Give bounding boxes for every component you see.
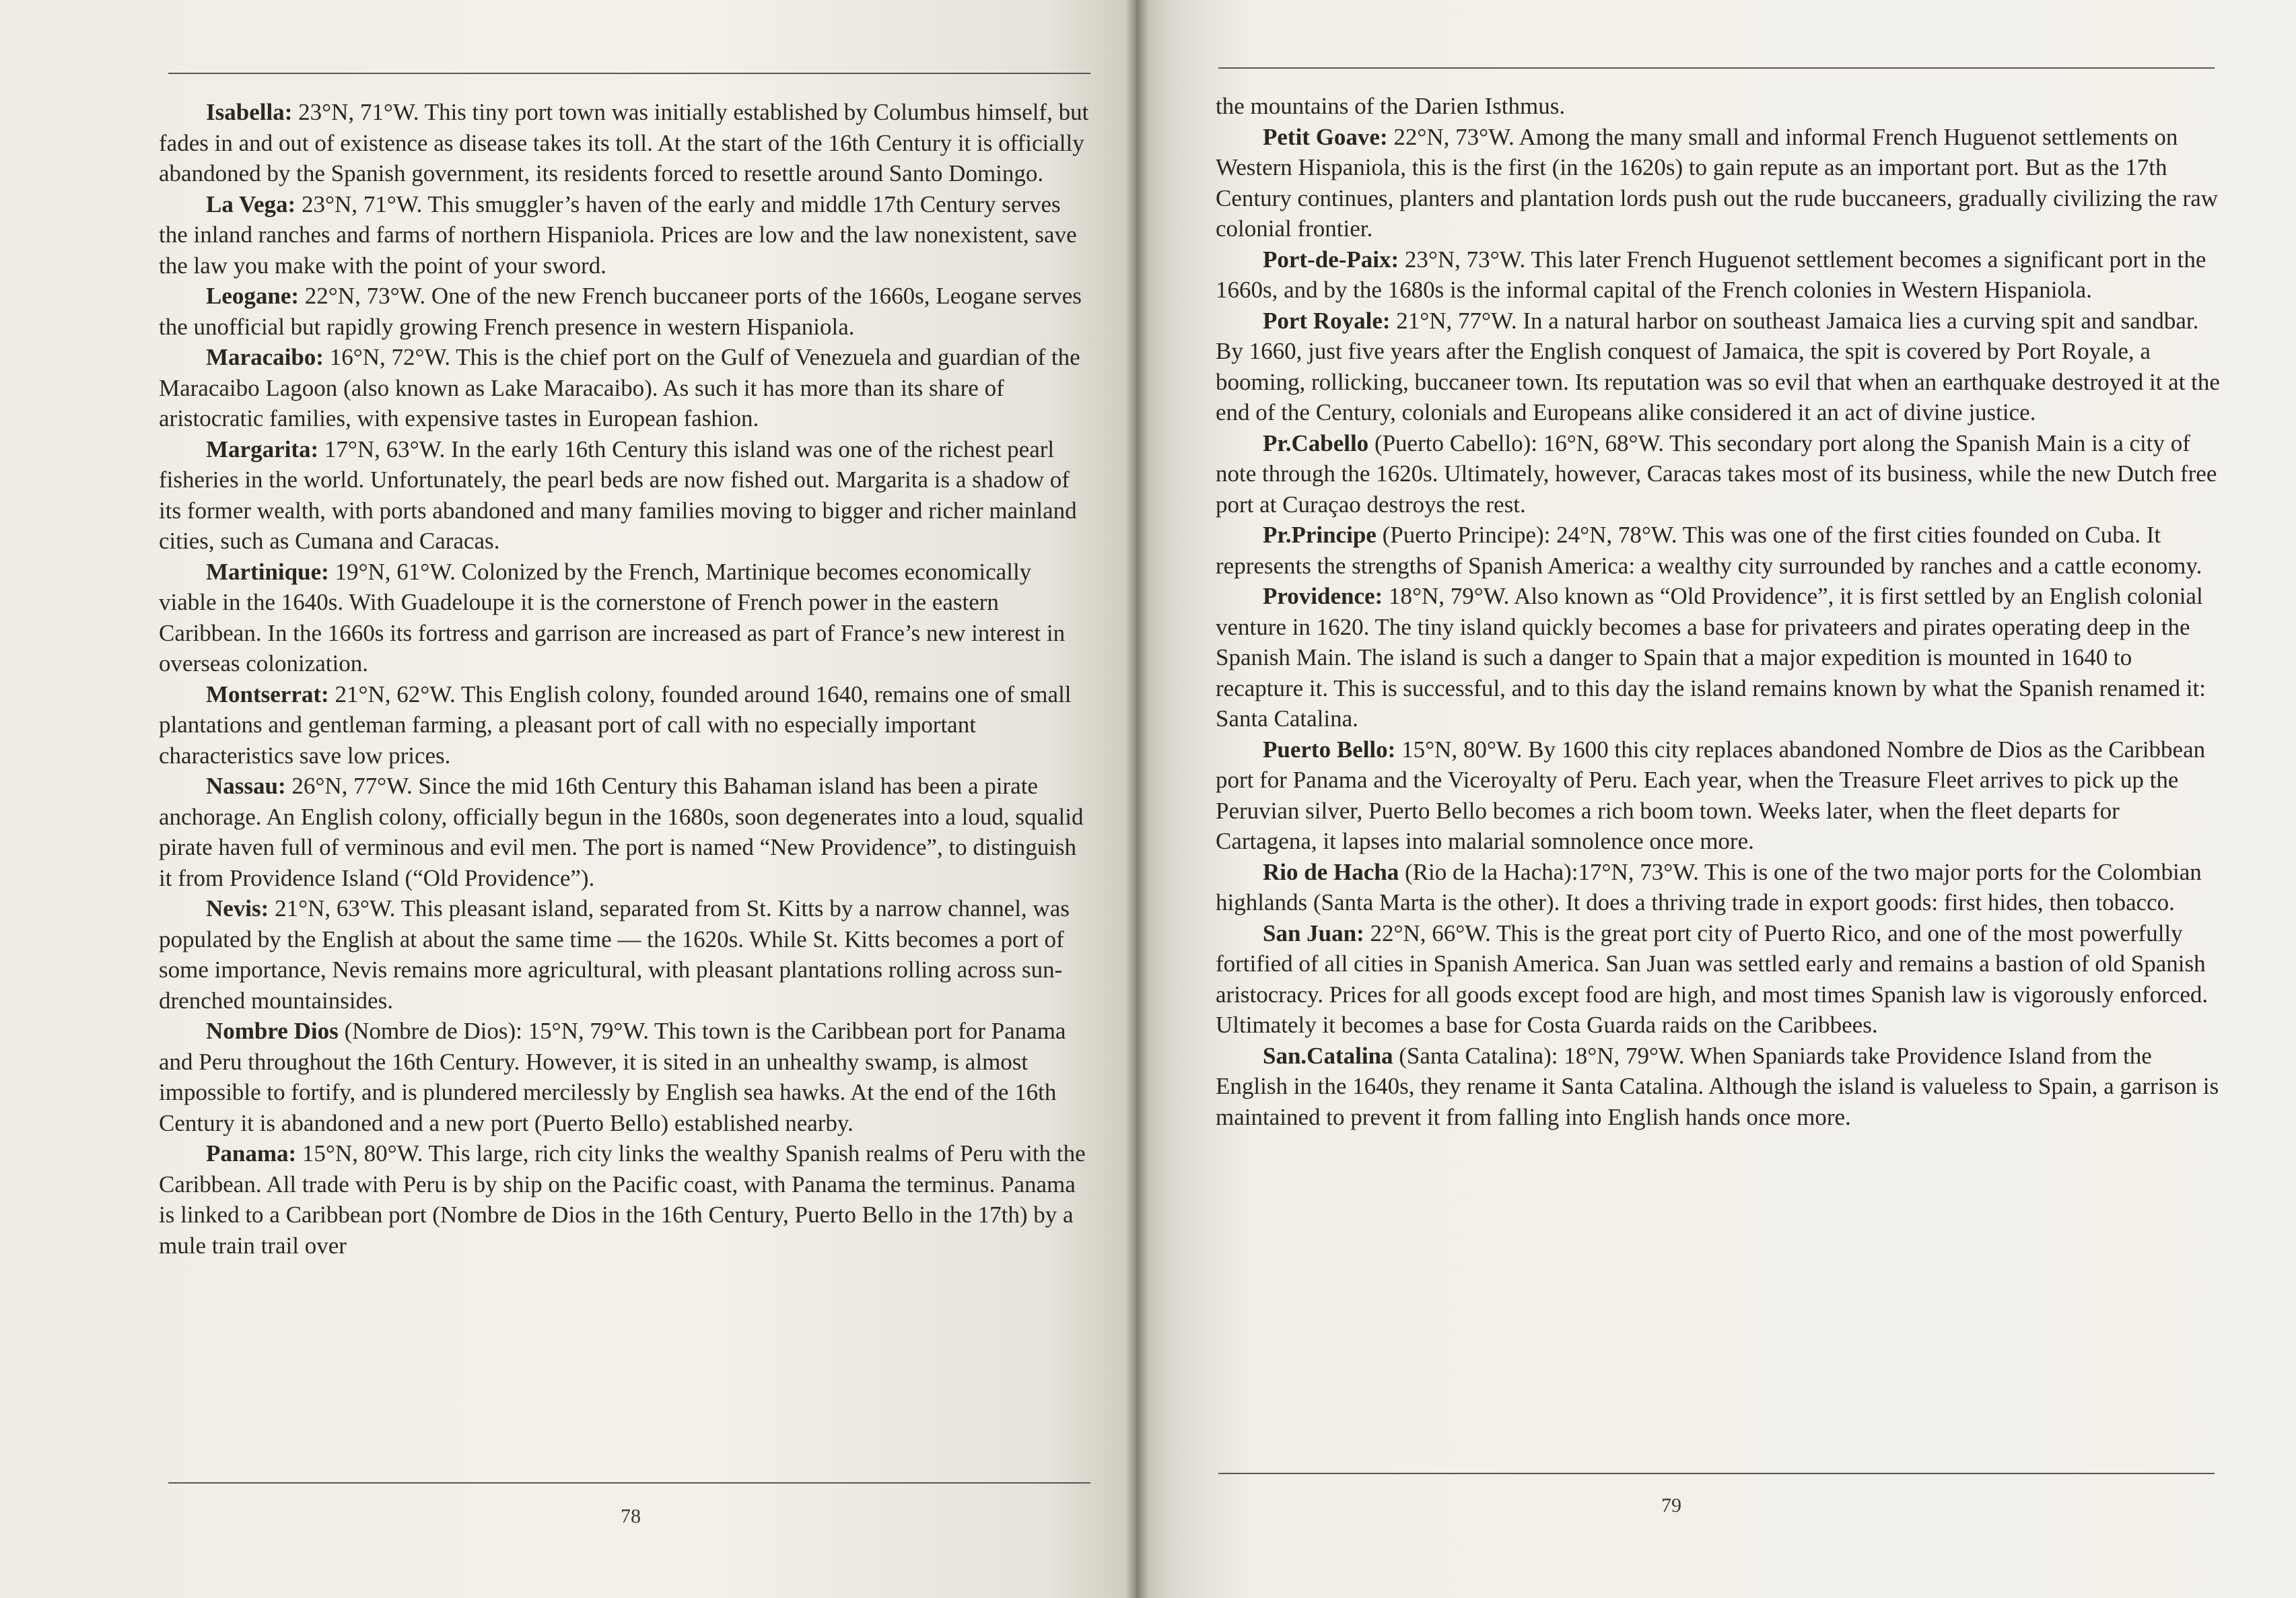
entry-panama [159,1138,1093,1261]
entry-name: Margarita: [206,436,319,462]
entry-name: Port Royale: [1263,307,1391,334]
entry-text: 23°N, 73°W. This later French Huguenot settlement becomes a significant port in the 1660s, and by the 1680s is the informal capital of the French colonies in Western Hispaniola. [1216,246,2206,303]
entry-leogane [159,281,1093,342]
entry-isabella [159,97,1093,189]
entry-maracaibo [159,342,1093,434]
entry-text: 16°N, 72°W. This is the chief port on the Gulf of Venezuela and guardian of the Maracaibo Lagoon (also known as Lake Maracaibo). As such it has more than its share of aristocratic families, with expensive tastes in European fashion. [159,344,1080,431]
left-page-text [159,97,1093,1261]
entry-name: La Vega: [206,190,296,217]
entry-martinique [159,557,1093,679]
entry-nassau [159,771,1093,893]
continuation-text: the mountains of the Darien Isthmus. [1216,93,1566,119]
top-rule [1218,67,2215,69]
entry-text: 23°N, 71°W. This tiny port town was initially established by Columbus himself, but fades in and out of existence as disease takes its toll. At the start of the 16th Century it is officially abandoned by the Spanish government, its residents forced to resettle around Santo Domingo. [159,99,1089,186]
entry-text: 21°N, 62°W. This English colony, founded around 1640, remains one of small plantations and gentleman farming, a pleasant port of call with no especially important characteristics save low prices. [159,681,1072,769]
entry-name: Puerto Bello: [1263,736,1396,763]
entry-margarita [159,434,1093,557]
entry-name: Port-de-Paix: [1263,246,1399,273]
bottom-rule [168,1482,1090,1484]
entry-la-vega [159,189,1093,281]
entry-port-royale [1216,306,2225,428]
entry-text: 22°N, 73°W. One of the new French buccaneer ports of the 1660s, Leogane serves the unofficial but rapidly growing French presence in western Hispaniola. [159,283,1082,340]
entry-name: Pr.Principe [1263,522,1377,548]
entry-name: Rio de Hacha [1263,858,1399,885]
bottom-rule [1218,1473,2215,1474]
entry-name: Nassau: [206,773,286,799]
entry-pr-principe [1216,520,2225,581]
right-page-text [1216,91,2225,1132]
entry-montserrat [159,679,1093,771]
top-rule [168,73,1090,74]
entry-text: 23°N, 71°W. This smuggler’s haven of the early and middle 17th Century serves the inland ranches and farms of northern Hispaniola. Prices are low and the law nonexistent, save the law you make with the point of your sword. [159,190,1077,279]
entry-text: (Rio de la Hacha):17°N, 73°W. This is one of the two major ports for the Colombian highlands (Santa Marta is the other). It does a thriving trade in export goods: first hides, then tobacco. [1216,858,2202,915]
entry-text: 21°N, 63°W. This pleasant island, separated from St. Kitts by a narrow channel, was populated by the English at about the same time — the 1620s. While St. Kitts becomes a port of some importance, Nevis remains more agricultural, with pleasant plantations rolling across sun-drenched mountainsides. [159,895,1070,1014]
entry-name: Maracaibo: [206,344,324,370]
entry-puerto-bello [1216,734,2225,857]
entry-text: (Puerto Principe): 24°N, 78°W. This was one of the first cities founded on Cuba. It represents the strengths of Spanish America: a wealthy city surrounded by ranches and a cattle economy. [1216,522,2202,579]
entry-name: Panama: [206,1140,297,1167]
entry-text: 26°N, 77°W. Since the mid 16th Century this Bahaman island has been a pirate anchorage. An English colony, officially begun in the 1680s, soon degenerates into a loud, squalid pirate haven full of verminous and evil men. The port is named “New Providence”, to distinguish it from Providence Island (“Old Providence”). [159,773,1084,891]
entry-text: 22°N, 73°W. Among the many small and informal French Huguenot settlements on Western Hispaniola, this is the first (in the 1620s) to gain repute as an important port. But as the 17th Century continues, planters and plantation lords push out the rude buccaneers, gradually civilizing the raw colonial frontier. [1216,123,2219,242]
entry-name: San.Catalina [1263,1042,1393,1069]
entry-name: Isabella: [206,99,293,125]
entry-name: Pr.Cabello [1263,429,1369,456]
entry-text: 17°N, 63°W. In the early 16th Century this island was one of the richest pearl fisheries in the world. Unfortunately, the pearl beds are now fished out. Margarita is a shadow of its former wealth, with ports abandoned and many families moving to bigger and richer mainland cities, such as Cumana and Caracas. [159,436,1077,554]
entry-name: Providence: [1263,583,1383,609]
entry-name: Nombre Dios [206,1018,339,1044]
entry-text: 15°N, 80°W. By 1600 this city replaces abandoned Nombre de Dios as the Caribbean port for Panama and the Viceroyalty of Peru. Each year, when the Treasure Fleet arrives to pick up the Peruvian silver, Puerto Bello becomes a rich boom town. Weeks later, when the fleet departs for Cartagena, it lapses into malarial somnolence once more. [1216,736,2206,854]
entry-nombre-dios [159,1016,1093,1138]
entry-san-juan [1216,918,2225,1041]
left-page [0,0,1136,1598]
entry-text: (Puerto Cabello): 16°N, 68°W. This secondary port along the Spanish Main is a city of note through the 1620s. Ultimately, however, Caracas takes most of its business, while the new Dutch free port at Curaçao destroys the rest. [1216,429,2217,518]
right-page [1136,0,2296,1598]
book-gutter [1125,0,1148,1598]
entry-name: Leogane: [206,283,300,309]
entry-providence [1216,581,2225,734]
entry-petit-goave [1216,122,2225,244]
page-number: 78 [621,1505,641,1527]
entry-text: 15°N, 80°W. This large, rich city links the wealthy Spanish realms of Peru with the Caribbean. All trade with Peru is by ship on the Pacific coast, with Panama the terminus. Panama is linked to a Caribbean port (Nombre de Dios in the 16th Century, Puerto Bello in the 17th) by a mule train trail over [159,1140,1086,1259]
entry-text: 22°N, 66°W. This is the great port city of Puerto Rico, and one of the most powerfully fortified of all cities in Spanish America. San Juan was settled early and remains a bastion of old Spanish aristocracy. Prices for all goods except food are high, and most times Spanish law is vigorously enforced. Ultimately it becomes a base for Costa Guarda raids on the Caribbees. [1216,919,2208,1038]
entry-text: 19°N, 61°W. Colonized by the French, Martinique becomes economically viable in the 1640s. With Guadeloupe it is the cornerstone of French power in the eastern Caribbean. In the 1660s its fortress and garrison are increased as part of France’s new interest in overseas colonization. [159,558,1066,676]
entry-text: (Santa Catalina): 18°N, 79°W. When Spaniards take Providence Island from the English in the 1640s, they rename it Santa Catalina. Although the island is valueless to Spain, a garrison is maintained to prevent it from falling into English hands once more. [1216,1042,2219,1130]
entry-port-de-paix [1216,244,2225,306]
entry-name: Petit Goave: [1263,123,1388,150]
entry-text: 18°N, 79°W. Also known as “Old Providence”, it is first settled by an English colonial venture in 1620. The tiny island quickly becomes a base for privateers and pirates operating deep in the Spanish Main. The island is such a danger to Spain that a major expedition is mounted in 1640 to recapture it. This is successful, and to this day the island remains known by what the Spanish renamed it: Santa Catalina. [1216,583,2206,732]
entry-text: (Nombre de Dios): 15°N, 79°W. This town is the Caribbean port for Panama and Peru throughout the 16th Century. However, it is sited in an unhealthy swamp, is almost impossible to fortify, and is plundered mercilessly by English sea hawks. At the end of the 16th Century it is abandoned and a new port (Puerto Bello) established nearby. [159,1018,1066,1136]
entry-name: Martinique: [206,558,329,585]
entry-nevis [159,893,1093,1016]
entry-name: Montserrat: [206,681,329,707]
page-number: 79 [1661,1494,1681,1517]
entry-rio-de-hacha [1216,857,2225,918]
entry-text: 21°N, 77°W. In a natural harbor on southeast Jamaica lies a curving spit and sandbar. By 1660, just five years after the English conquest of Jamaica, the spit is covered by Port Royale, a booming, rollicking, buccaneer town. Its reputation was so evil that when an earthquake destroyed it at the end of the Century, colonials and Europeans alike considered it an act of divine justice. [1216,307,2220,425]
entry-name: San Juan: [1263,919,1364,946]
entry-name: Nevis: [206,895,269,922]
entry-san-catalina [1216,1041,2225,1133]
entry-pr-cabello [1216,428,2225,520]
